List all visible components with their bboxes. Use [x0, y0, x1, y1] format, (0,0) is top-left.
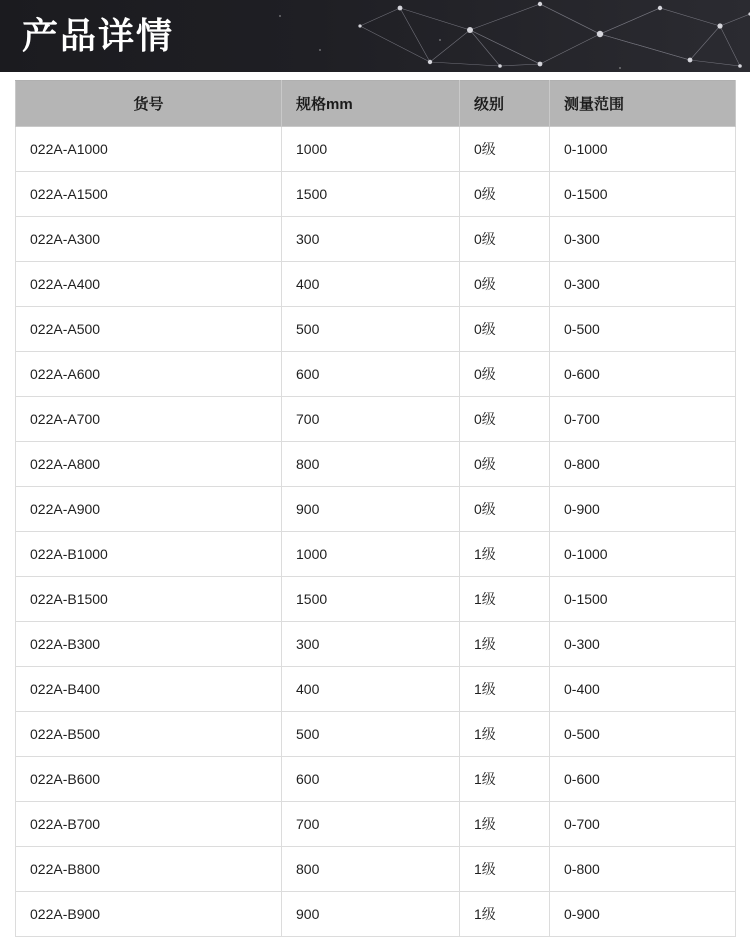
cell-item-no: 022A-A400: [16, 262, 282, 307]
table-row: [16, 577, 736, 622]
cell-spec-mm: 500: [282, 307, 460, 352]
cell-grade: 1级: [460, 667, 550, 712]
spec-table-container: [0, 80, 750, 937]
cell-measuring-range: 0-500: [550, 712, 736, 757]
cell-item-no: 022A-B800: [16, 847, 282, 892]
table-row: [16, 352, 736, 397]
hero-banner: [0, 0, 750, 72]
cell-grade: 1级: [460, 847, 550, 892]
cell-measuring-range: 0-1500: [550, 577, 736, 622]
page-title: 产品详情: [22, 15, 175, 56]
table-row: [16, 442, 736, 487]
cell-spec-mm: 1500: [282, 172, 460, 217]
cell-grade: 0级: [460, 172, 550, 217]
cell-spec-mm: 300: [282, 622, 460, 667]
table-row: [16, 667, 736, 712]
cell-measuring-range: 0-1000: [550, 127, 736, 172]
cell-grade: 0级: [460, 487, 550, 532]
table-row: [16, 802, 736, 847]
table-header-row: [16, 81, 736, 127]
cell-spec-mm: 900: [282, 487, 460, 532]
cell-spec-mm: 400: [282, 262, 460, 307]
cell-measuring-range: 0-500: [550, 307, 736, 352]
cell-measuring-range: 0-600: [550, 757, 736, 802]
cell-measuring-range: 0-300: [550, 262, 736, 307]
cell-item-no: 022A-A1000: [16, 127, 282, 172]
cell-spec-mm: 600: [282, 352, 460, 397]
cell-grade: 1级: [460, 532, 550, 577]
cell-measuring-range: 0-1500: [550, 172, 736, 217]
cell-measuring-range: 0-400: [550, 667, 736, 712]
cell-item-no: 022A-A600: [16, 352, 282, 397]
cell-grade: 0级: [460, 127, 550, 172]
table-row: [16, 262, 736, 307]
table-row: [16, 307, 736, 352]
cell-measuring-range: 0-900: [550, 892, 736, 937]
column-header-spec-mm: 规格mm: [282, 81, 460, 127]
table-row: [16, 217, 736, 262]
table-row: [16, 622, 736, 667]
cell-spec-mm: 400: [282, 667, 460, 712]
cell-measuring-range: 0-800: [550, 847, 736, 892]
cell-spec-mm: 500: [282, 712, 460, 757]
cell-grade: 0级: [460, 352, 550, 397]
cell-item-no: 022A-A300: [16, 217, 282, 262]
table-header: [16, 81, 736, 127]
cell-grade: 0级: [460, 217, 550, 262]
cell-item-no: 022A-A500: [16, 307, 282, 352]
cell-spec-mm: 600: [282, 757, 460, 802]
cell-spec-mm: 900: [282, 892, 460, 937]
cell-item-no: 022A-B900: [16, 892, 282, 937]
cell-spec-mm: 1000: [282, 127, 460, 172]
table-row: [16, 712, 736, 757]
table-row: [16, 892, 736, 937]
cell-grade: 1级: [460, 622, 550, 667]
cell-item-no: 022A-B500: [16, 712, 282, 757]
column-header-grade: 级别: [460, 81, 550, 127]
cell-grade: 0级: [460, 307, 550, 352]
cell-item-no: 022A-B700: [16, 802, 282, 847]
table-row: [16, 532, 736, 577]
column-header-item-no: 货号: [16, 81, 282, 127]
cell-item-no: 022A-A1500: [16, 172, 282, 217]
cell-measuring-range: 0-300: [550, 622, 736, 667]
cell-grade: 0级: [460, 262, 550, 307]
cell-spec-mm: 1500: [282, 577, 460, 622]
cell-measuring-range: 0-800: [550, 442, 736, 487]
cell-grade: 1级: [460, 802, 550, 847]
cell-grade: 0级: [460, 397, 550, 442]
cell-measuring-range: 0-700: [550, 802, 736, 847]
table-row: [16, 847, 736, 892]
cell-measuring-range: 0-300: [550, 217, 736, 262]
cell-grade: 0级: [460, 442, 550, 487]
cell-spec-mm: 800: [282, 847, 460, 892]
table-row: [16, 127, 736, 172]
table-body: [16, 127, 736, 937]
table-row: [16, 757, 736, 802]
cell-item-no: 022A-B1000: [16, 532, 282, 577]
cell-item-no: 022A-A700: [16, 397, 282, 442]
cell-grade: 1级: [460, 712, 550, 757]
cell-grade: 1级: [460, 757, 550, 802]
column-header-measuring-range: 测量范围: [550, 81, 736, 127]
cell-item-no: 022A-B300: [16, 622, 282, 667]
cell-item-no: 022A-A900: [16, 487, 282, 532]
table-row: [16, 487, 736, 532]
cell-measuring-range: 0-700: [550, 397, 736, 442]
cell-item-no: 022A-B400: [16, 667, 282, 712]
table-row: [16, 397, 736, 442]
cell-spec-mm: 1000: [282, 532, 460, 577]
cell-measuring-range: 0-1000: [550, 532, 736, 577]
cell-spec-mm: 700: [282, 397, 460, 442]
cell-spec-mm: 300: [282, 217, 460, 262]
cell-measuring-range: 0-900: [550, 487, 736, 532]
cell-measuring-range: 0-600: [550, 352, 736, 397]
cell-item-no: 022A-A800: [16, 442, 282, 487]
cell-grade: 1级: [460, 892, 550, 937]
table-row: [16, 172, 736, 217]
cell-grade: 1级: [460, 577, 550, 622]
specification-table: [15, 80, 736, 937]
cell-spec-mm: 800: [282, 442, 460, 487]
cell-item-no: 022A-B1500: [16, 577, 282, 622]
cell-spec-mm: 700: [282, 802, 460, 847]
cell-item-no: 022A-B600: [16, 757, 282, 802]
